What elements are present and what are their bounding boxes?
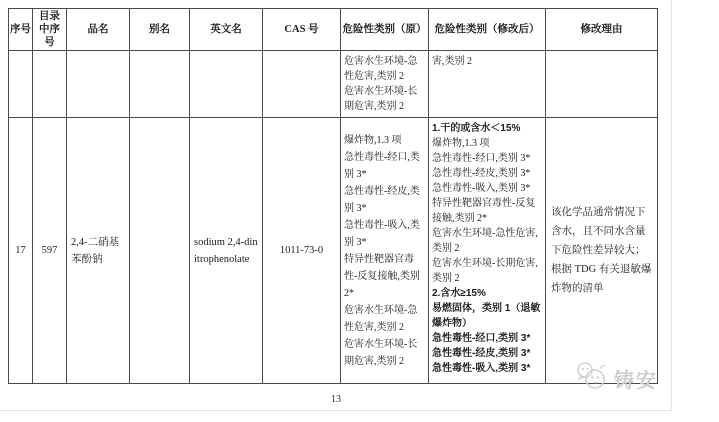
hazard-line: 害,类别 2 [432,56,472,67]
header-product-name: 品名 [67,9,130,51]
modification-reason-cell: 该化学品通常情况下含水，且不同水含量下危险性差异较大；根据 TDG 有关退敏爆炸物的清单 [546,118,658,384]
header-hazard-original: 危险性类别（原） [341,9,429,51]
carryover-alias-cell [130,51,190,118]
hazard-line: 危害水生环境-长期危害,类别 2 [344,86,418,112]
chemical-hazard-table [8,8,658,384]
hazard-line: 急性毒性-经皮,类别 3* [344,185,420,214]
hazard-line: 急性毒性-经口,类别 3* [344,151,420,180]
hazard-line: 危害水生环境-急性危害,类别 2 [344,56,418,82]
carryover-english-cell [190,51,263,118]
hazard-line: 特异性靶器官毒性-反复接触,类别 2* [432,198,536,224]
carryover-hazard-original-cell [341,51,429,118]
carryover-reason-cell [546,51,658,118]
hazard-line: 爆炸物,1.3 项 [344,134,402,146]
hazard-line: 急性毒性-吸入,类别 3* [432,363,531,374]
header-english-name: 英文名 [190,9,263,51]
page-number: 13 [331,394,341,405]
hazard-modified-list [432,121,542,376]
hazard-original-cell [341,118,429,384]
hazard-line: 2.含水≥15% [432,288,486,299]
hazard-line: 1.干的或含水＜15% [432,123,521,134]
carryover-hazard-modified-cell [429,51,546,118]
header-catalog-no: 目录中序号 [33,9,67,51]
hazard-original-list [344,132,425,370]
hazard-line: 急性毒性-经口,类别 3* [432,153,531,164]
catalog-no-cell: 597 [33,118,67,384]
carryover-name-cell [67,51,130,118]
header-hazard-modified: 危险性类别（修改后） [429,9,546,51]
hazard-line: 危害水生环境-长期危害,类别 2 [432,258,538,284]
hazard-modified-cell [429,118,546,384]
seq-cell: 17 [9,118,33,384]
hazard-line: 急性毒性-经皮,类别 3* [432,168,531,179]
header-reason: 修改理由 [546,9,658,51]
header-cas-number: CAS 号 [263,9,341,51]
hazard-line: 危害水生环境-急性危害,类别 2 [344,304,418,333]
hazard-original-list [344,54,425,114]
hazard-line: 危害水生环境-长期危害,类别 2 [344,338,418,367]
hazard-modified-list [432,54,542,69]
table-header-row [9,9,658,51]
header-alias: 别名 [130,9,190,51]
hazard-line: 易燃固体，类别 1（退敏爆炸物） [432,303,541,329]
header-seq: 序号 [9,9,33,51]
carryover-cas-cell [263,51,341,118]
carryover-table-row [9,51,658,118]
hazard-line: 急性毒性-吸入,类别 3* [432,183,531,194]
hazard-line: 急性毒性-经皮,类别 3* [432,348,531,359]
hazard-line: 特异性靶器官毒性-反复接触,类别 2* [344,253,420,299]
alias-cell [130,118,190,384]
hazard-line: 爆炸物,1.3 项 [432,138,490,149]
chemical-table-row [9,118,658,384]
carryover-catalog-cell [33,51,67,118]
product-name-cell: 2,4-二硝基苯酚钠 [67,118,130,384]
hazard-line: 急性毒性-吸入,类别 3* [344,219,420,248]
hazard-line: 急性毒性-经口,类别 3* [432,333,531,344]
cas-number-cell: 1011-73-0 [263,118,341,384]
hazard-line: 危害水生环境-急性危害,类别 2 [432,228,538,254]
carryover-seq-cell [9,51,33,118]
english-name-cell: sodium 2,4-dinitrophenolate [190,118,263,384]
watermark-text: 铸安 [614,370,658,392]
